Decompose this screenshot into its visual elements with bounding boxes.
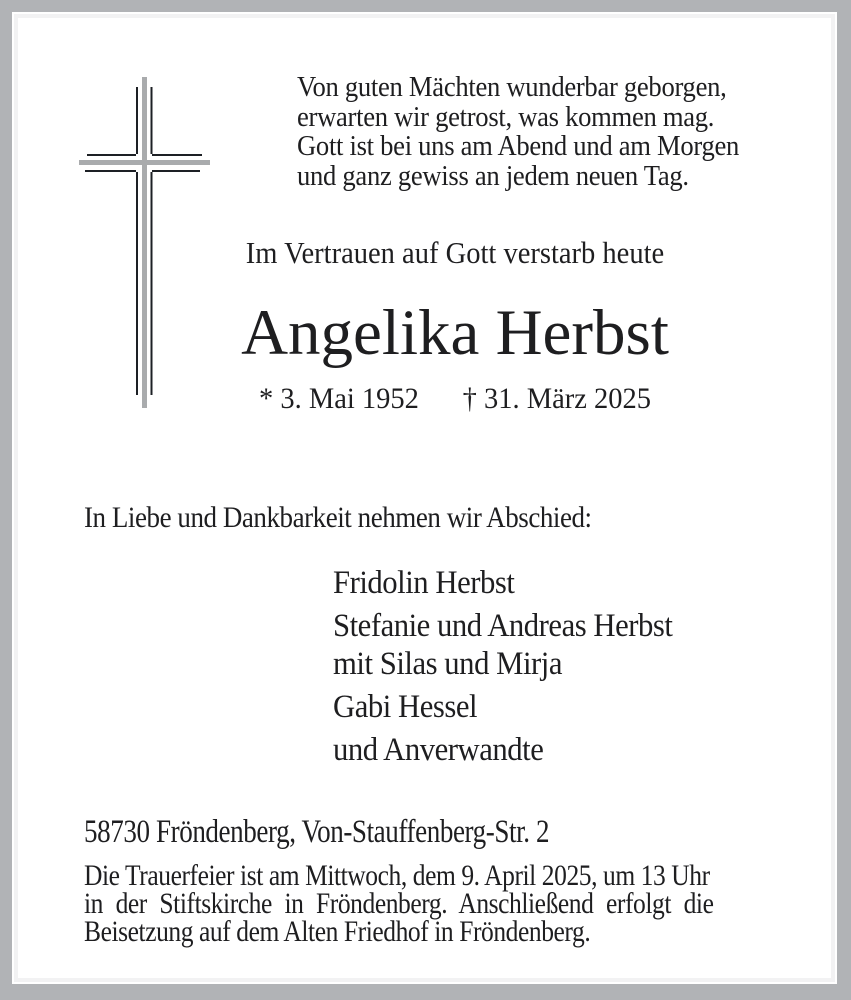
farewell-line: In Liebe und Dankbarkeit nehmen wir Abschied: bbox=[84, 501, 592, 534]
mourner-line: Gabi Hessel bbox=[333, 689, 478, 725]
mourner-line: mit Silas und Mirja bbox=[333, 646, 563, 682]
verse-line: erwarten wir getrost, was kommen mag. bbox=[297, 101, 715, 133]
birth-date: * 3. Mai 1952 bbox=[259, 382, 419, 415]
verse-line: Gott ist bei uns am Abend und am Morgen bbox=[297, 131, 740, 162]
mourner-entry bbox=[333, 607, 672, 683]
funeral-line: in der Stiftskirche in Fröndenberg. Anschließend erfolgt die bbox=[84, 887, 714, 920]
address-line: 58730 Fröndenberg, Von-Stauffenberg-Str. 2 bbox=[84, 814, 550, 850]
funeral-line: Die Trauerfeier ist am Mittwoch, dem 9. April 2025, um 13 Uhr bbox=[84, 859, 710, 892]
verse-line: Von guten Mächten wunderbar geborgen, bbox=[297, 72, 727, 103]
mourner-entry bbox=[333, 731, 672, 769]
mourner-line: Fridolin Herbst bbox=[333, 565, 515, 601]
mourner-entry bbox=[333, 688, 672, 726]
funeral-details bbox=[84, 859, 714, 948]
intro-line: Im Vertrauen auf Gott verstarb heute bbox=[245, 235, 665, 270]
mourners-list bbox=[333, 564, 672, 774]
life-dates bbox=[142, 383, 769, 414]
verse-line: und ganz gewiss an jedem neuen Tag. bbox=[297, 160, 689, 192]
funeral-line: Beisetzung auf dem Alten Friedhof in Fröndenberg. bbox=[84, 915, 591, 948]
death-date: † 31. März 2025 bbox=[462, 382, 651, 415]
verse-text bbox=[297, 73, 739, 191]
deceased-name: Angelika Herbst bbox=[241, 297, 669, 369]
mourner-entry bbox=[333, 564, 672, 602]
mourner-line: Stefanie und Andreas Herbst bbox=[333, 608, 673, 644]
mourner-line: und Anverwandte bbox=[333, 732, 544, 768]
